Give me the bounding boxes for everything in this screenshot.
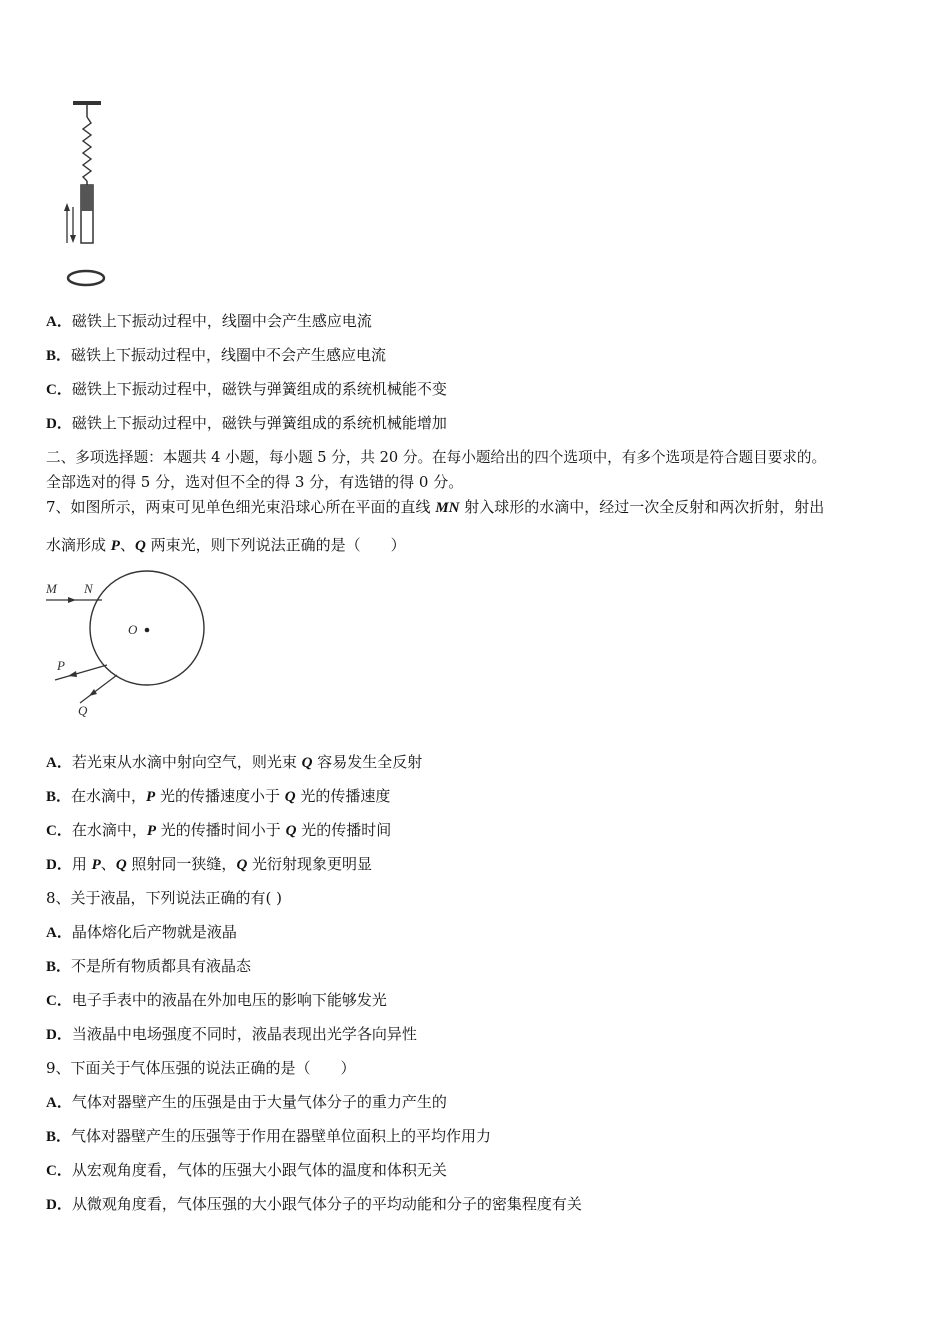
q7-stem-text: 射入球形的水滴中，经过一次全反射和两次折射，射出 (459, 498, 825, 516)
option-label: D． (46, 416, 72, 432)
coil (68, 271, 104, 285)
option-label: C． (46, 382, 72, 398)
q9-option-a (46, 1092, 447, 1113)
center-dot (145, 628, 150, 633)
option-label: C． (46, 993, 72, 1009)
option-text: 磁铁上下振动过程中，磁铁与弹簧组成的系统机械能不变 (71, 380, 447, 398)
option-var: Q (284, 789, 296, 805)
q7-stem-line1 (46, 497, 824, 518)
option-text: 从宏观角度看，气体的压强大小跟气体的温度和体积无关 (71, 1161, 447, 1179)
option-label: A． (46, 755, 72, 771)
option-text: 若光束从水滴中射向空气，则光束 (71, 753, 302, 771)
option-var: P (91, 857, 101, 873)
option-text: 晶体熔化后产物就是液晶 (71, 923, 237, 941)
option-label: B． (46, 789, 72, 805)
ray-q-arrow (89, 689, 97, 696)
q7-stem-line2 (46, 535, 406, 556)
option-var: P (146, 823, 157, 839)
option-var: Q (236, 857, 248, 873)
q8-option-c (46, 990, 387, 1011)
option-label: B． (46, 348, 72, 364)
option-text: 光的传播时间小于 (156, 821, 286, 839)
option-text: 在水滴中， (71, 821, 147, 839)
option-label: B． (46, 1129, 72, 1145)
option-text: 磁铁上下振动过程中，线圈中会产生感应电流 (71, 312, 372, 330)
water-droplet-figure (40, 565, 220, 725)
option-text: 电子手表中的液晶在外加电压的影响下能够发光 (71, 991, 387, 1009)
option-text: 从微观角度看，气体压强的大小跟气体分子的平均动能和分子的密集程度有关 (71, 1195, 582, 1213)
section2-heading: 二、多项选择题：本题共 4 小题，每小题 5 分，共 20 分。在每小题给出的四个选项中，有多个选项是符合题目要求的。 (46, 449, 827, 466)
q7-option-a (46, 752, 422, 773)
q8-stem: 8、关于液晶，下列说法正确的有( ) (46, 889, 283, 907)
option-text: 在水滴中， (71, 787, 147, 805)
q6-option-c (46, 379, 447, 400)
q7-stem-q: Q (134, 538, 146, 554)
motion-arrow-down-head (70, 235, 76, 243)
option-text: 气体对器壁产生的压强是由于大量气体分子的重力产生的 (71, 1093, 447, 1111)
section2-scoring: 全部选对的得 5 分，选对但不全的得 3 分，有选错的得 0 分。 (46, 473, 464, 491)
option-label: D． (46, 1027, 72, 1043)
label-q: Q (78, 703, 88, 718)
ceiling-support (73, 101, 101, 105)
spring-magnet-coil-figure (55, 95, 115, 295)
option-text: 光的传播速度 (295, 787, 391, 805)
q7-option-c (46, 820, 391, 841)
option-text: 当液晶中电场强度不同时，液晶表现出光学各向异性 (71, 1025, 417, 1043)
label-n: N (84, 581, 93, 596)
option-label: A． (46, 925, 72, 941)
magnet-pole (81, 185, 93, 211)
q7-option-b (46, 786, 390, 807)
q7-stem-text: 7、如图所示，两束可见单色细光束沿球心所在平面的直线 (46, 498, 436, 516)
option-var: Q (115, 857, 127, 873)
option-text: 磁铁上下振动过程中，线圈中不会产生感应电流 (71, 346, 387, 364)
q7-stem-text: 两束光，则下列说法正确的是（ ） (145, 536, 406, 554)
label-m: M (46, 581, 57, 596)
option-var: Q (301, 755, 313, 771)
spring (83, 117, 91, 181)
q7-stem-p: P (110, 538, 120, 554)
option-text: 、 (100, 855, 116, 873)
option-label: B． (46, 959, 72, 975)
option-text: 光的传播速度小于 (155, 787, 285, 805)
incident-ray-arrow (68, 597, 76, 603)
option-label: C． (46, 1163, 72, 1179)
q7-stem-text: 、 (119, 536, 135, 554)
option-label: A． (46, 1095, 72, 1111)
option-text: 磁铁上下振动过程中，磁铁与弹簧组成的系统机械能增加 (71, 414, 447, 432)
option-var: Q (285, 823, 297, 839)
option-label: D． (46, 857, 72, 873)
option-text: 气体对器壁产生的压强等于作用在器壁单位面积上的平均作用力 (71, 1127, 492, 1145)
q8-option-d (46, 1024, 417, 1045)
ray-p-arrow (68, 671, 77, 677)
q9-option-d (46, 1194, 582, 1215)
q6-option-a (46, 311, 372, 332)
option-label: D． (46, 1197, 72, 1213)
label-o: O (128, 622, 138, 637)
q9-stem: 9、下面关于气体压强的说法正确的是（ ） (46, 1059, 356, 1077)
option-text: 照射同一狭缝， (126, 855, 237, 873)
q7-option-d (46, 854, 372, 875)
option-text: 用 (71, 855, 92, 873)
option-text: 光衍射现象更明显 (247, 855, 373, 873)
option-text: 容易发生全反射 (312, 753, 423, 771)
q6-option-b (46, 345, 386, 366)
ray-q (80, 675, 117, 703)
q9-option-c (46, 1160, 447, 1181)
label-p: P (57, 658, 65, 673)
option-label: C． (46, 823, 72, 839)
q8-option-a (46, 922, 237, 943)
q9-option-b (46, 1126, 491, 1147)
q6-option-d (46, 413, 447, 434)
motion-arrow-up-head (64, 203, 70, 211)
q8-option-b (46, 956, 251, 977)
option-text: 不是所有物质都具有液晶态 (71, 957, 252, 975)
q7-stem-mn: MN (435, 500, 460, 516)
q7-stem-text: 水滴形成 (46, 536, 111, 554)
option-text: 光的传播时间 (296, 821, 392, 839)
option-var: P (146, 789, 156, 805)
option-label: A． (46, 314, 72, 330)
